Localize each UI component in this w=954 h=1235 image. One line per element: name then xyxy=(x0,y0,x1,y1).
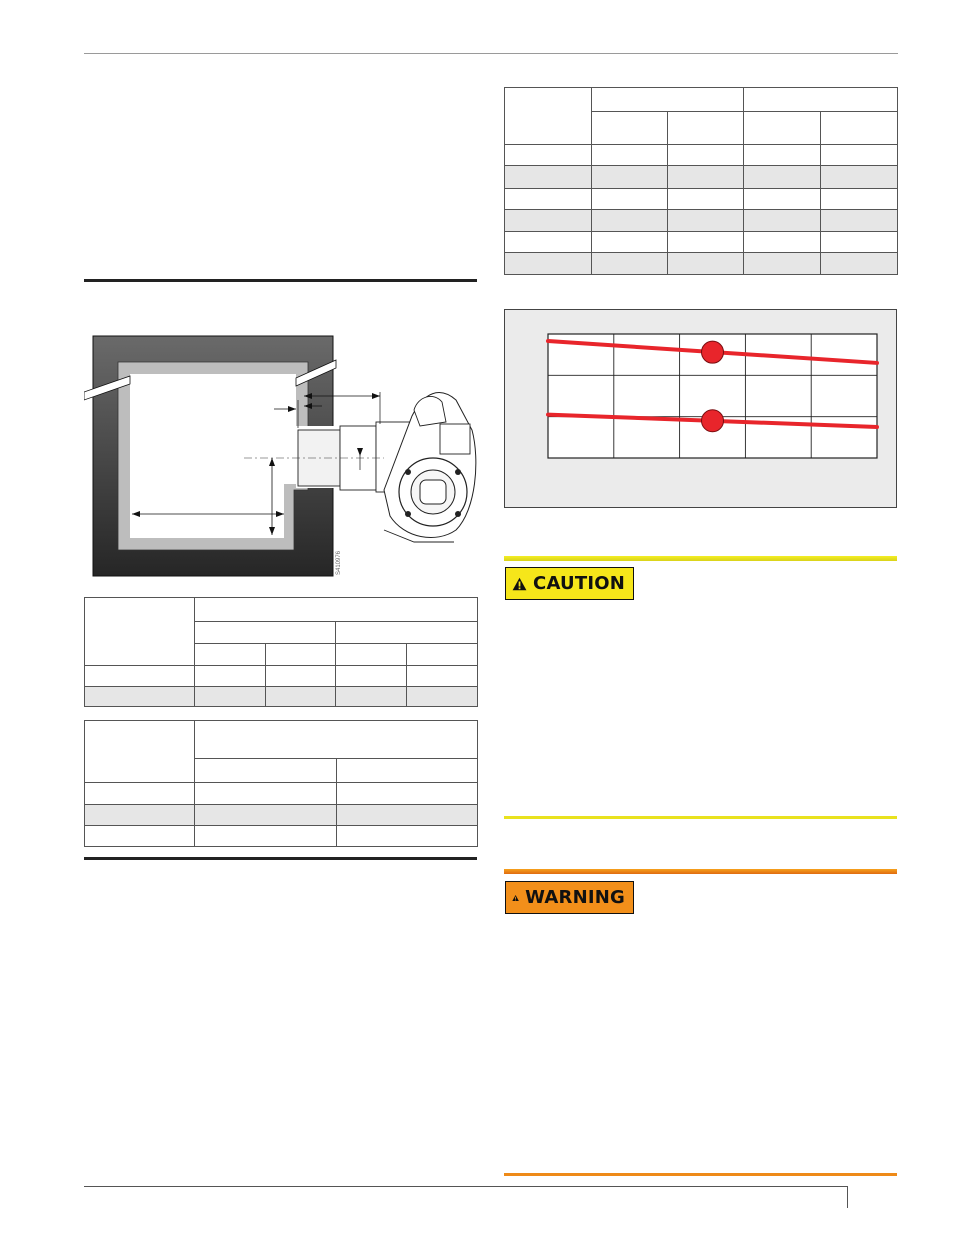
table-header-cell xyxy=(85,721,195,783)
dimensions-table-2 xyxy=(84,720,478,847)
table-row xyxy=(505,188,898,209)
table-header-cell xyxy=(592,112,668,145)
table-row xyxy=(505,231,898,252)
table-header-cell xyxy=(195,721,478,759)
footer-rule-tick xyxy=(847,1186,848,1208)
section-divider xyxy=(84,279,477,282)
table-row xyxy=(505,145,898,166)
caution-top-band xyxy=(504,556,897,561)
table-row xyxy=(505,252,898,274)
table-header-cell xyxy=(336,622,478,644)
table-header-cell xyxy=(407,644,478,666)
table-row xyxy=(85,666,478,687)
series-marker-2 xyxy=(702,410,724,432)
table-header-cell xyxy=(336,644,407,666)
table-row xyxy=(85,783,478,804)
warning-triangle-icon xyxy=(512,573,527,595)
table-header-cell xyxy=(195,644,266,666)
performance-chart xyxy=(504,309,897,508)
table-header-cell xyxy=(821,112,898,145)
dimensions-table-1 xyxy=(84,597,478,707)
table-header-cell xyxy=(744,112,821,145)
caution-badge xyxy=(505,567,634,600)
specifications-table xyxy=(504,87,898,275)
table-row xyxy=(505,209,898,231)
table-header-cell xyxy=(195,759,337,783)
warning-label: WARNING xyxy=(525,887,625,908)
table-header-cell xyxy=(505,88,592,145)
warning-top-band xyxy=(504,869,897,874)
table-header-cell xyxy=(744,88,898,112)
chart-plot xyxy=(505,310,896,507)
diagram-code: S410976 xyxy=(336,550,342,575)
burner-mounting-diagram xyxy=(84,330,484,582)
caution-label: CAUTION xyxy=(533,573,625,594)
warning-badge xyxy=(505,881,634,914)
table-header-cell xyxy=(195,622,336,644)
table-header-cell xyxy=(592,88,744,112)
series-marker-1 xyxy=(702,341,724,363)
table-row xyxy=(505,166,898,188)
table-row xyxy=(85,687,478,707)
table-header-cell xyxy=(668,112,744,145)
warning-triangle-icon xyxy=(512,887,519,909)
table-header-cell xyxy=(266,644,336,666)
caution-bottom-band xyxy=(504,816,897,819)
table-row xyxy=(85,804,478,825)
table-row xyxy=(85,825,478,846)
table-header-cell xyxy=(337,759,478,783)
header-rule xyxy=(84,53,898,54)
footer-rule xyxy=(84,1186,848,1187)
table-header-cell xyxy=(85,598,195,666)
table-header-cell xyxy=(195,598,478,622)
warning-bottom-band xyxy=(504,1173,897,1176)
section-divider xyxy=(84,857,477,860)
